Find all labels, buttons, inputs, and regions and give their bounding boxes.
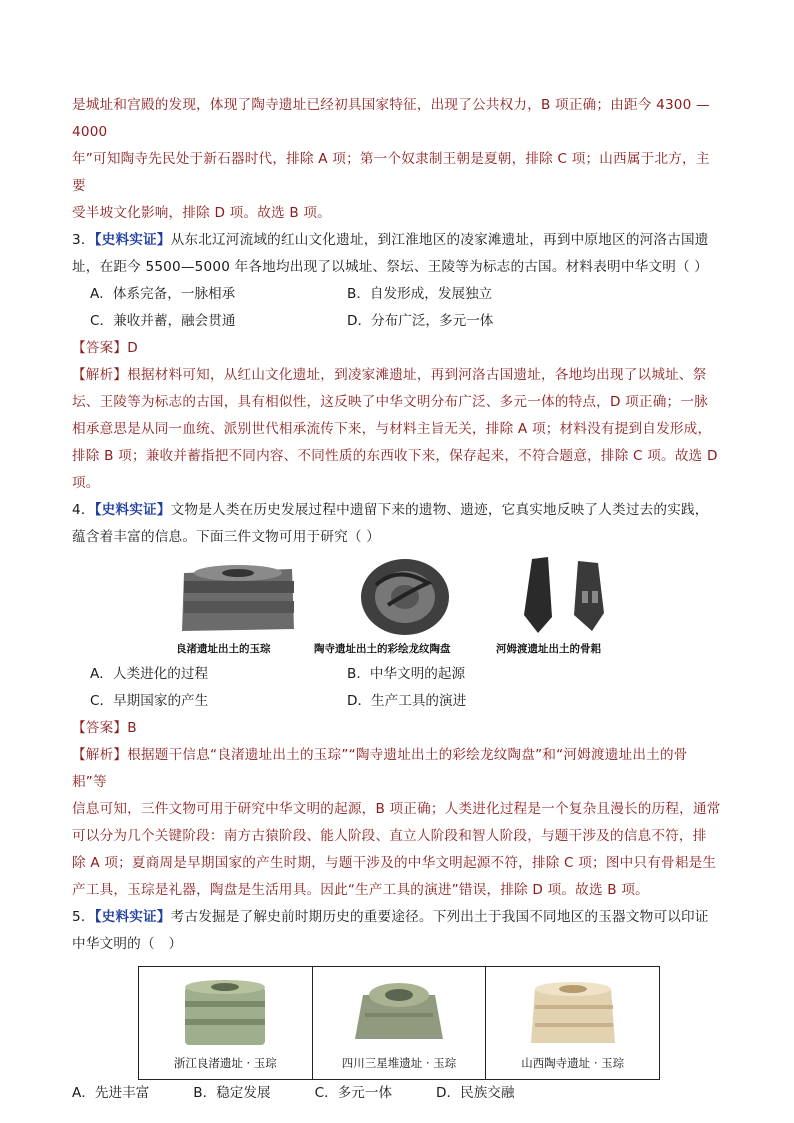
q4-options: [72, 661, 722, 715]
q3-stem: [72, 227, 722, 254]
liangzhu-jade-cong-image: [167, 973, 283, 1053]
analysis-text: 根据题干信息“良渚遗址出土的玉琮”“陶寺遗址出土的彩绘龙纹陶盘”和“河姆渡遗址出土的骨耜”等: [72, 747, 688, 790]
answer-label: 【答案】: [72, 340, 128, 356]
q4-tag: 【史料实证】: [94, 502, 171, 518]
artifact-cell: [486, 967, 659, 1079]
q3-option-b[interactable]: B．自发形成，发展独立: [347, 286, 493, 302]
q3-option-d[interactable]: D．分布广泛，多元一体: [347, 313, 494, 329]
q3-options: [72, 281, 722, 335]
q4-analysis-line: 可以分为几个关键阶段：南方古猿阶段、能人阶段、直立人阶段和智人阶段，与题干涉及的信息不符，排: [72, 828, 707, 844]
artifact-cell: [313, 967, 487, 1079]
q4-stem: [72, 497, 722, 524]
analysis-text: 根据材料可知，从红山文化遗址，到凌家滩遗址，再到河洛古国遗址，各地均出现了以城址、祭: [127, 367, 707, 383]
q4-option-c[interactable]: C．早期国家的产生: [90, 693, 209, 709]
q5-artifact-table: [138, 966, 660, 1080]
answer-value: B: [127, 720, 137, 736]
artifact-caption: 浙江良渚遗址 · 玉琮: [173, 1056, 277, 1070]
bone-spade-image: [512, 555, 616, 639]
q3-analysis-line: 相承意思是从同一血统、派别世代相承流传下来，与材料主旨无关，排除 A 项；材料没有提到自发形成，: [72, 421, 712, 437]
q5-stem-line2: 中华文明的（ ）: [72, 936, 183, 952]
q4-option-b[interactable]: B．中华文明的起源: [347, 666, 466, 682]
artifact-caption: 良渚遗址出土的玉琮: [176, 643, 271, 655]
analysis-label: 【解析】: [72, 367, 128, 383]
q4-analysis-line: 产工具，玉琮是礼器，陶盘是生活用具。因此“生产工具的演进”错误，排除 D 项。故选 B 项。: [72, 882, 649, 898]
q3-analysis-line: 排除 B 项；兼收并蓄指把不同内容、不同性质的东西收下来，保存起来，不符合题意，排除 C 项。故选 D: [72, 448, 718, 464]
analysis-label: 【解析】: [72, 747, 128, 763]
jade-cong-image: [176, 559, 300, 635]
q4-stem-line2: 蕴含着丰富的信息。下面三件文物可用于研究（ ）: [72, 529, 380, 545]
q3-analysis-line: [72, 362, 722, 389]
q4-option-a[interactable]: A．人类进化的过程: [90, 666, 209, 682]
q3-number: 3．: [72, 232, 95, 248]
q3-option-a[interactable]: A．体系完备，一脉相承: [90, 286, 236, 302]
painted-pottery-plate-image: [358, 555, 452, 639]
document-page: [72, 92, 722, 1107]
artifact-cell: [139, 967, 313, 1079]
q3-analysis-line: 项。: [72, 475, 100, 491]
q5-options: [72, 1080, 722, 1107]
q4-option-d[interactable]: D．生产工具的演进: [347, 693, 467, 709]
answer-value: D: [127, 340, 138, 356]
q3-stem-line2: 址，在距今 5500—5000 年各地均出现了以城址、祭坛、王陵等为标志的古国。材料表明中华文明（ ）: [72, 259, 709, 275]
q4-stem-line1: 文物是人类在历史发展过程中遗留下来的遗物、遗迹，它真实地反映了人类过去的实践，: [170, 502, 709, 518]
q5-stem-line1: 考古发掘是了解史前时期历史的重要途径。下列出土于我国不同地区的玉器文物可以印证: [170, 909, 709, 925]
q4-analysis-line: [72, 742, 722, 796]
q3-option-c[interactable]: C．兼收并蓄，融会贯通: [90, 313, 236, 329]
q3-answer: [72, 335, 722, 362]
q5-option-b[interactable]: B．稳定发展: [193, 1085, 271, 1101]
q2-analysis-line: 是城址和宫殿的发现，体现了陶寺遗址已经初具国家特征，出现了公共权力，B 项正确；由距今 4300 — 4000: [72, 97, 710, 140]
q4-analysis-line: 信息可知，三件文物可用于研究中华文明的起源，B 项正确；人类进化过程是一个复杂且漫长的历程，通常: [72, 801, 721, 817]
q3-stem-line1: 从东北辽河流域的红山文化遗址，到江淮地区的凌家滩遗址，再到中原地区的河洛古国遗: [170, 232, 709, 248]
q5-tag: 【史料实证】: [94, 909, 171, 925]
artifact-caption: 四川三星堆遗址 · 玉琮: [341, 1056, 457, 1070]
artifact-caption: 山西陶寺遗址 · 玉琮: [521, 1056, 625, 1070]
q2-analysis-line: 受半坡文化影响，排除 D 项。故选 B 项。: [72, 205, 331, 221]
q4-artifact-images: [72, 555, 722, 659]
answer-label: 【答案】: [72, 720, 128, 736]
q5-stem: [72, 904, 722, 931]
q4-number: 4．: [72, 502, 95, 518]
taosi-jade-cong-image: [515, 973, 631, 1053]
q2-analysis-line: 年”可知陶寺先民处于新石器时代，排除 A 项；第一个奴隶制王朝是夏朝，排除 C 项；山西属于北方，主要: [72, 151, 710, 194]
q5-option-a[interactable]: A．先进丰富: [72, 1085, 150, 1101]
q5-number: 5．: [72, 909, 95, 925]
artifact-caption: 陶寺遗址出土的彩绘龙纹陶盘: [314, 643, 451, 655]
q4-answer: [72, 715, 722, 742]
q4-analysis-line: 除 A 项；夏商周是早期国家的产生时期，与题干涉及的中华文明起源不符，排除 C 项；图中只有骨耜是生: [72, 855, 717, 871]
q5-option-c[interactable]: C．多元一体: [314, 1085, 393, 1101]
artifact-caption: 河姆渡遗址出土的骨耜: [496, 643, 601, 655]
q3-tag: 【史料实证】: [94, 232, 171, 248]
q5-option-d[interactable]: D．民族交融: [436, 1085, 515, 1101]
sanxingdui-jade-cong-image: [341, 973, 457, 1053]
q3-analysis-line: 坛、王陵等为标志的古国，具有相似性，这反映了中华文明分布广泛、多元一体的特点，D 项正确；一脉: [72, 394, 708, 410]
